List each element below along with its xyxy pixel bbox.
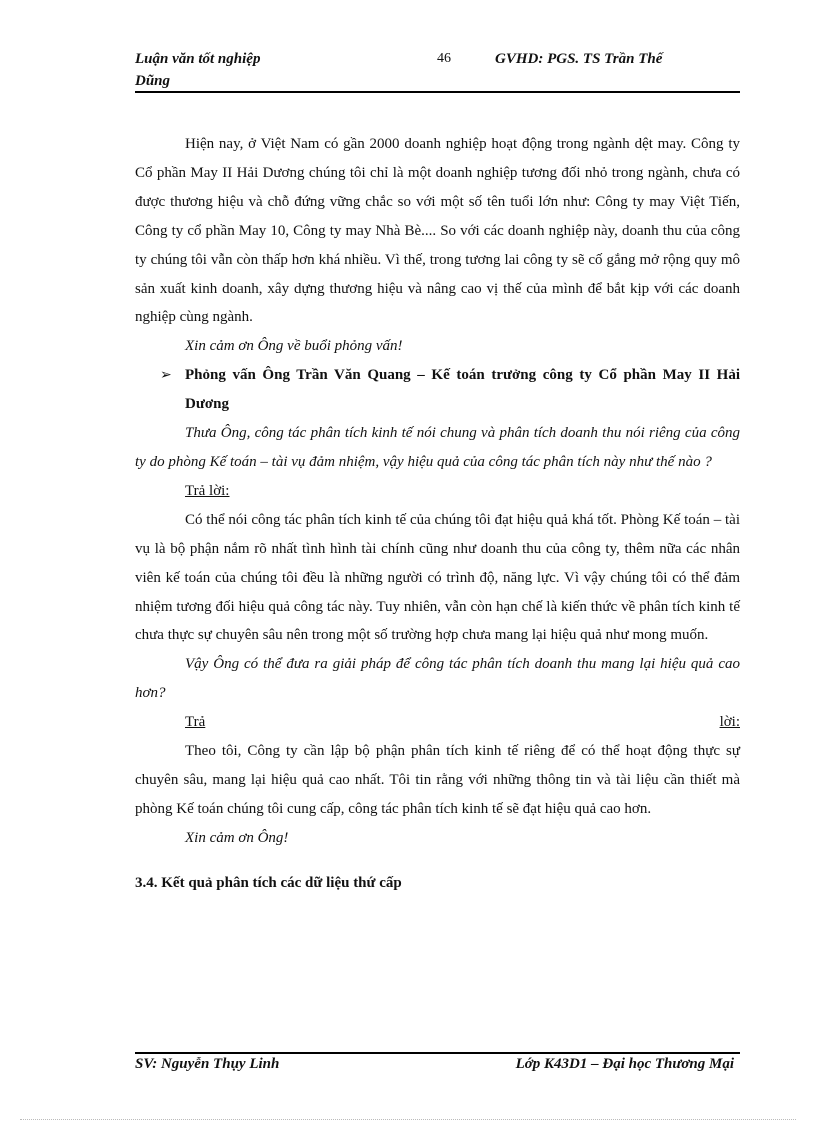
question-1: Thưa Ông, công tác phân tích kinh tế nói chung và phân tích doanh thu nói riêng của công ty do phòng Kế toán – tài vụ đảm nhiệm, vậy hiệu quả của công tác phân tích này như thế nào ? (135, 425, 740, 470)
footer-student: SV: Nguyễn Thụy Linh (135, 1056, 280, 1072)
paragraph-intro: Hiện nay, ở Việt Nam có gần 2000 doanh nghiệp hoạt động trong ngành dệt may. Công ty Cổ phần May II Hải Dương chúng tôi chỉ là một doanh nghiệp tương đối nhỏ trong ngành, chưa có được thương hiệu và chỗ đứng vững chắc so với một số tên tuổi lớn như: Công ty may Việt Tiến, Công ty cổ phần May 10, Công ty may Nhà Bè.... So với các doanh nghiệp này, doanh thu của công ty chúng tôi vẫn còn thấp hơn khá nhiều. Vì thế, trong tương lai công ty sẽ cố gắng mở rộng quy mô sản xuất kinh doanh, xây dựng thương hiệu và nâng cao vị thế của mình để bắt kịp với các doanh nghiệp cùng ngành. (135, 136, 740, 326)
page-bottom-divider (20, 1119, 796, 1120)
header-thesis-label (135, 48, 335, 92)
thanks-line-1: Xin cảm ơn Ông về buổi phỏng vấn! (185, 338, 403, 355)
thanks-line-2: Xin cảm ơn Ông! (185, 829, 289, 846)
footer-rule (135, 1052, 740, 1054)
answer-label-2 (135, 708, 740, 737)
header-rule (135, 91, 740, 93)
answer-1: Có thể nói công tác phân tích kinh tế của chúng tôi đạt hiệu quả khá tốt. Phòng Kế toán – tài vụ là bộ phận nắm rõ nhất tình hình tài chính cũng như doanh thu của công ty, thêm nữa các nhân viên kế toán của chúng tôi đều là những người có trình độ, năng lực. Vì vậy chúng tôi có thể đảm nhiệm tương đối hiệu quả công tác này. Tuy nhiên, vẫn còn hạn chế là kiến thức về phân tích kinh tế chưa thực sự chuyên sâu nên trong một số trường hợp chưa mang lại hiệu quả như mong muốn. (135, 511, 740, 644)
answer-label-1 (135, 477, 740, 506)
arrow-bullet-icon: ➢ (160, 367, 172, 384)
answer-label-2-word1: Trả (185, 714, 206, 731)
header-title-line2: Dũng (135, 73, 171, 89)
page-body (135, 130, 740, 897)
section-heading: 3.4. Kết quả phân tích các dữ liệu thứ cấp (135, 874, 402, 891)
header-supervisor: GVHD: PGS. TS Trần Thế (495, 51, 663, 67)
header-title-line1: Luận văn tốt nghiệp (135, 51, 261, 67)
question-2: Vậy Ông có thể đưa ra giải pháp để công tác phân tích doanh thu mang lại hiệu quả cao hơn? (135, 656, 740, 702)
interview-heading-text: Phỏng vấn Ông Trần Văn Quang – Kế toán trưởng công ty Cổ phần May II Hải Dương (185, 367, 740, 413)
interview-heading (135, 361, 740, 419)
answer-label-2-word2: lời: (719, 714, 740, 731)
answer-label-text: Trả lời: (185, 482, 230, 499)
page-number: 46 (437, 51, 451, 66)
footer-class: Lớp K43D1 – Đại học Thương Mại (515, 1056, 734, 1072)
answer-2: Theo tôi, Công ty cần lập bộ phận phân tích kinh tế riêng để có thể hoạt động thực sự chuyên sâu, mang lại hiệu quả cao nhất. Tôi tin rằng với những thông tin và tài liệu cần thiết mà phòng Kế toán chúng tôi cung cấp, công tác phân tích kinh tế sẽ đạt hiệu quả cao hơn. (135, 743, 740, 817)
